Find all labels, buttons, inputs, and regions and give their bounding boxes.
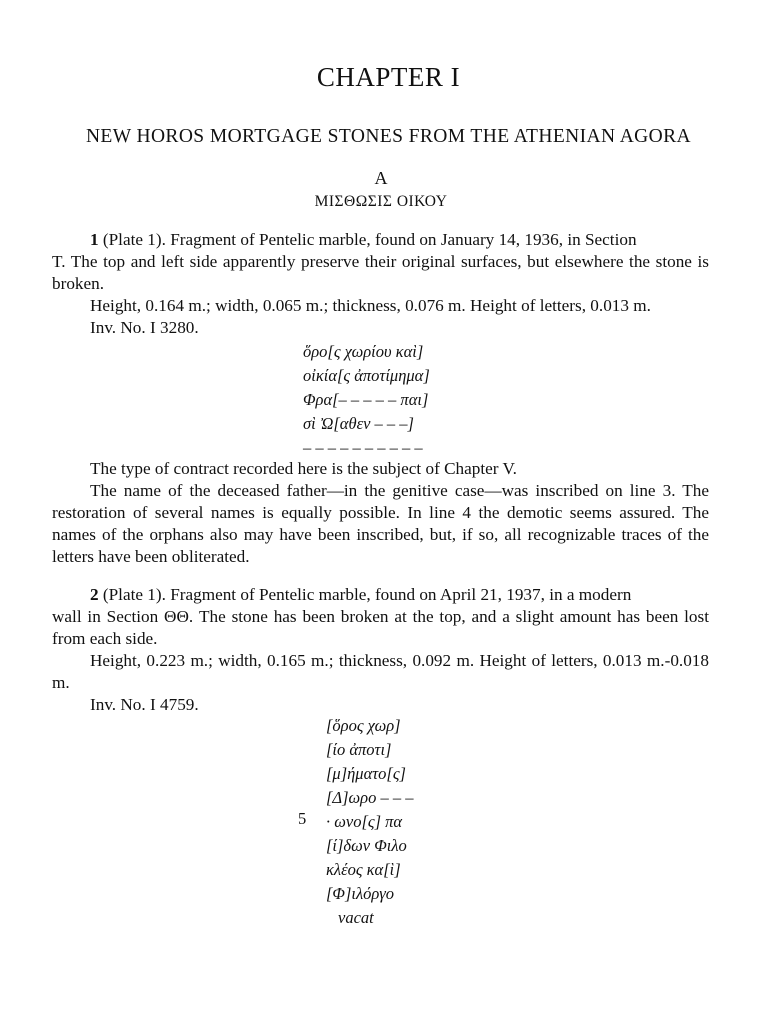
entry-1-number: 1 — [90, 230, 99, 249]
entry-1-inventory: Inv. No. I 3280. — [90, 318, 199, 337]
entry-1-commentary-1: The type of contract recorded here is the subject of Chapter V. — [90, 459, 517, 478]
entry-2-number: 2 — [90, 585, 99, 604]
inscription-line: ὅρο[ς χωρίου καὶ] — [303, 342, 424, 361]
inscription-line: κλέος κα[ὶ] — [326, 860, 401, 879]
entry-1-first-line — [52, 229, 709, 251]
inscription-line: · ωνο[ς] πα — [326, 812, 403, 831]
entry-2-inscription — [326, 714, 413, 930]
inscription-line: [ί]δων Φιλο — [326, 836, 407, 855]
inscription-vacat: vacat — [338, 908, 374, 927]
entry-2-first-line-text: (Plate 1). Fragment of Pentelic marble, found on April 21, 1937, in a modern — [98, 585, 632, 604]
inscription-line: [Δ]ωρο – – – — [326, 788, 414, 807]
inscription-line: [Φ]ιλόργο — [326, 884, 395, 903]
inscription-line: [ίο ἀποτι] — [326, 740, 392, 759]
inscription-line-number: 5 — [298, 809, 307, 828]
section-title: ΜΙΣΘΩΣΙΣ ΟΙΚΟΥ — [314, 193, 448, 210]
entry-2-first-line — [52, 584, 709, 606]
entry-2-inventory: Inv. No. I 4759. — [90, 695, 199, 714]
entry-1-commentary-2: The name of the deceased father—in the genitive case—was inscribed on line 3. The restoration of several names is equally possible. In line 4 the demotic seems assured. The names of the orphans also may have been inscribed, but, if so, all recognizable traces of the letters have been obliterated. — [52, 481, 709, 566]
entry-2-description — [52, 584, 709, 650]
inscription-line: οἰκία[ς ἀποτίμημα] — [303, 366, 430, 385]
entry-1-first-line-text: (Plate 1). Fragment of Pentelic marble, found on January 14, 1936, in Section — [98, 230, 637, 249]
chapter-title: NEW HOROS MORTGAGE STONES FROM THE ATHENIAN AGORA — [85, 126, 692, 147]
section-letter: A — [374, 168, 388, 188]
chapter-heading: CHAPTER I — [316, 62, 461, 92]
inscription-line: σὶ Ὠ[αθεν – – –] — [303, 414, 414, 433]
inscription-line: Φρα[– – – – – παι] — [303, 390, 429, 409]
inscription-line: [μ]ήματο[ς] — [326, 764, 406, 783]
entry-1-dimensions: Height, 0.164 m.; width, 0.065 m.; thickness, 0.076 m. Height of letters, 0.013 m. — [90, 296, 651, 315]
entry-2-description-cont: wall in Section ΘΘ. The stone has been broken at the top, and a slight amount has been lost from each side. — [52, 607, 709, 648]
entry-1-description-cont: T. The top and left side apparently preserve their original surfaces, but elsewhere the stone is broken. — [52, 252, 709, 293]
entry-1-description — [52, 229, 709, 295]
inscription-line: [ὅρος χωρ] — [326, 716, 401, 735]
inscription-line: – – – – – – – – – – — [303, 438, 423, 457]
entry-1-inscription — [303, 340, 430, 460]
entry-2-dimensions: Height, 0.223 m.; width, 0.165 m.; thickness, 0.092 m. Height of letters, 0.013 m.-0.018 m. — [52, 651, 709, 692]
